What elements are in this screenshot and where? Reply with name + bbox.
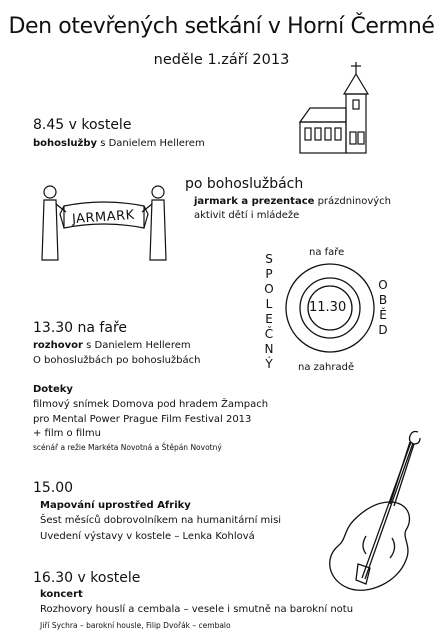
event-rozhovor-line2: O bohoslužbách po bohoslužbách bbox=[33, 355, 201, 366]
event-jarmark-bold: jarmark a prezentace bbox=[194, 196, 315, 207]
letter: O bbox=[264, 282, 274, 296]
event-jarmark bbox=[194, 196, 391, 207]
banner-text: JARMARK bbox=[71, 207, 136, 228]
event-rozhovor-rest: s Danielem Hellerem bbox=[82, 340, 191, 351]
lunch-left-vertical bbox=[262, 252, 276, 372]
violin-icon bbox=[318, 428, 438, 600]
letter: Č bbox=[264, 327, 274, 341]
time-1630: 16.30 v kostele bbox=[33, 570, 141, 586]
letter: O bbox=[378, 278, 388, 292]
letter: L bbox=[265, 297, 273, 311]
church-icon bbox=[298, 60, 408, 155]
lunch-bottom-label: na zahradě bbox=[298, 362, 355, 373]
film-credits: scénář a režie Markéta Novotná a Štěpán Novotný bbox=[33, 443, 222, 452]
letter: N bbox=[264, 342, 274, 356]
lunch-time: 11.30 bbox=[309, 300, 347, 315]
film-title: Doteky bbox=[33, 384, 73, 395]
letter: B bbox=[378, 293, 388, 307]
time-0845: 8.45 v kostele bbox=[33, 117, 132, 133]
letter: S bbox=[265, 252, 273, 266]
event-date: neděle 1.září 2013 bbox=[153, 52, 290, 68]
event-bohosluzby-bold: bohoslužby bbox=[33, 138, 98, 149]
event-bohosluzby-rest: s Danielem Hellerem bbox=[97, 138, 205, 149]
event-bohosluzby bbox=[33, 138, 205, 149]
letter: Ý bbox=[265, 357, 273, 371]
concert-title: koncert bbox=[40, 589, 83, 600]
lunch-top-label: na faře bbox=[309, 247, 345, 258]
film-line3: + film o filmu bbox=[33, 428, 102, 439]
event-rozhovor-bold: rozhovor bbox=[33, 340, 83, 351]
film-line2: pro Mental Power Prague Film Festival 2013 bbox=[33, 414, 252, 425]
letter: Ě bbox=[379, 308, 387, 322]
africa-line2: Uvedení výstavy v kostele – Lenka Kohlová bbox=[40, 531, 255, 542]
event-jarmark-line2: aktivit dětí i mládeže bbox=[194, 210, 300, 221]
lunch-right-vertical bbox=[376, 278, 390, 338]
concert-line1: Rozhovory houslí a cembala – vesele i smutně na barokní notu bbox=[40, 604, 354, 615]
letter: E bbox=[265, 312, 273, 326]
page-title: Den otevřených setkání v Horní Čermné bbox=[8, 14, 435, 39]
film-line1: filmový snímek Domova pod hradem Žampach bbox=[33, 399, 269, 410]
africa-title: Mapování uprostřed Afriky bbox=[40, 500, 191, 511]
letter: D bbox=[378, 323, 388, 337]
concert-credits: Jiří Sychra – barokní housle, Filip Dvořák – cembalo bbox=[40, 621, 231, 630]
event-jarmark-rest: prázdninových bbox=[314, 196, 392, 207]
letter: P bbox=[265, 267, 273, 281]
time-1500: 15.00 bbox=[33, 480, 74, 496]
heading-po-bohosluzbach: po bohoslužbách bbox=[185, 176, 304, 192]
event-rozhovor bbox=[33, 340, 191, 351]
time-1330: 13.30 na faře bbox=[33, 320, 128, 336]
africa-line1: Šest měsíců dobrovolníkem na humanitární misi bbox=[40, 515, 282, 526]
